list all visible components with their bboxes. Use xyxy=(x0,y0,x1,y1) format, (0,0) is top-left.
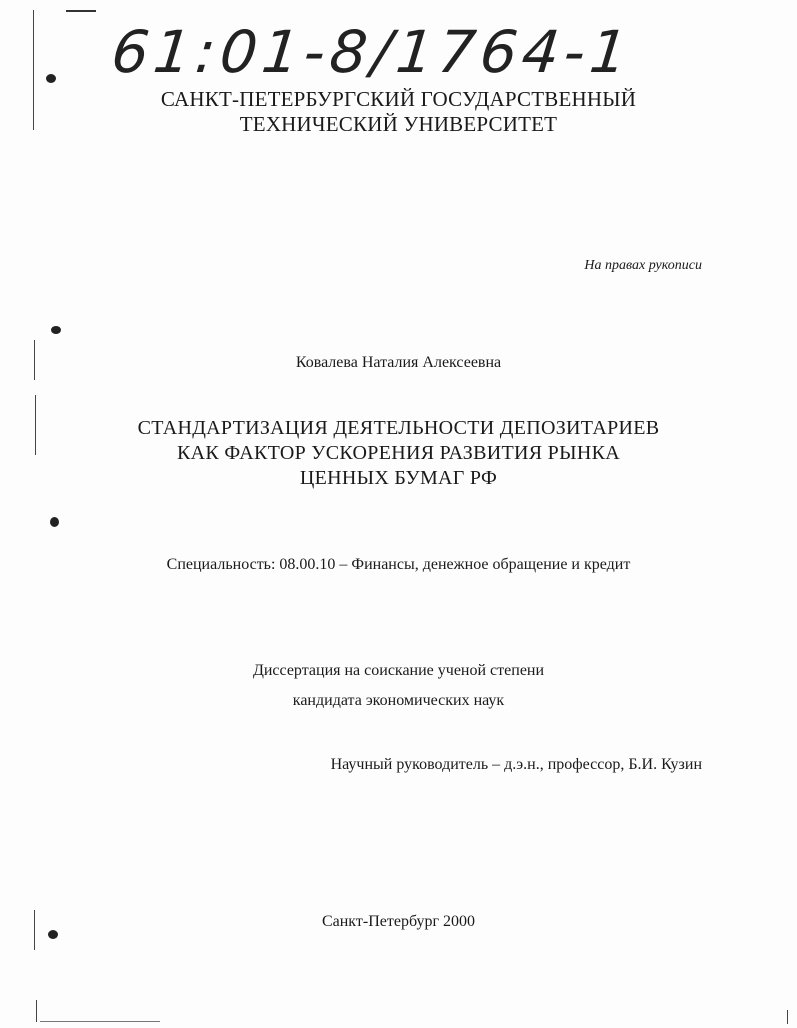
binder-hole-mark xyxy=(50,517,59,527)
title-line-2: КАК ФАКТОР УСКОРЕНИЯ РАЗВИТИЯ РЫНКА xyxy=(177,442,620,464)
specialty-line: Специальность: 08.00.10 – Финансы, денежное обращение и кредит xyxy=(166,556,631,573)
manuscript-note: На правах рукописи xyxy=(584,258,702,273)
scan-edge-line xyxy=(40,1021,160,1022)
dissertation-line-1: Диссертация на соискание ученой степени xyxy=(252,662,545,679)
university-line-1: САНКТ-ПЕТЕРБУРГСКИЙ ГОСУДАРСТВЕННЫЙ xyxy=(160,87,637,111)
scan-edge-line xyxy=(66,10,96,12)
scientific-advisor: Научный руководитель – д.э.н., профессор, Б.И. Кузин xyxy=(330,756,702,773)
title-line-1: СТАНДАРТИЗАЦИЯ ДЕЯТЕЛЬНОСТИ ДЕПОЗИТАРИЕВ xyxy=(137,417,660,439)
author-name: Ковалева Наталия Алексеевна xyxy=(295,354,502,371)
university-line-2: ТЕХНИЧЕСКИЙ УНИВЕРСИТЕТ xyxy=(239,112,558,136)
city-year: Санкт-Петербург 2000 xyxy=(321,913,476,930)
binder-hole-mark xyxy=(46,74,56,83)
thesis-title xyxy=(0,416,797,491)
university-heading xyxy=(0,87,797,137)
scan-edge-line xyxy=(787,1010,788,1024)
dissertation-line-2: кандидата экономических наук xyxy=(292,692,505,709)
binder-hole-mark xyxy=(48,930,58,939)
title-line-3: ЦЕННЫХ БУМАГ РФ xyxy=(299,467,498,489)
binder-hole-mark xyxy=(51,326,61,334)
scan-edge-line xyxy=(36,1000,37,1022)
archive-number-handwritten: 61:01-8/1764-1 xyxy=(108,18,636,86)
